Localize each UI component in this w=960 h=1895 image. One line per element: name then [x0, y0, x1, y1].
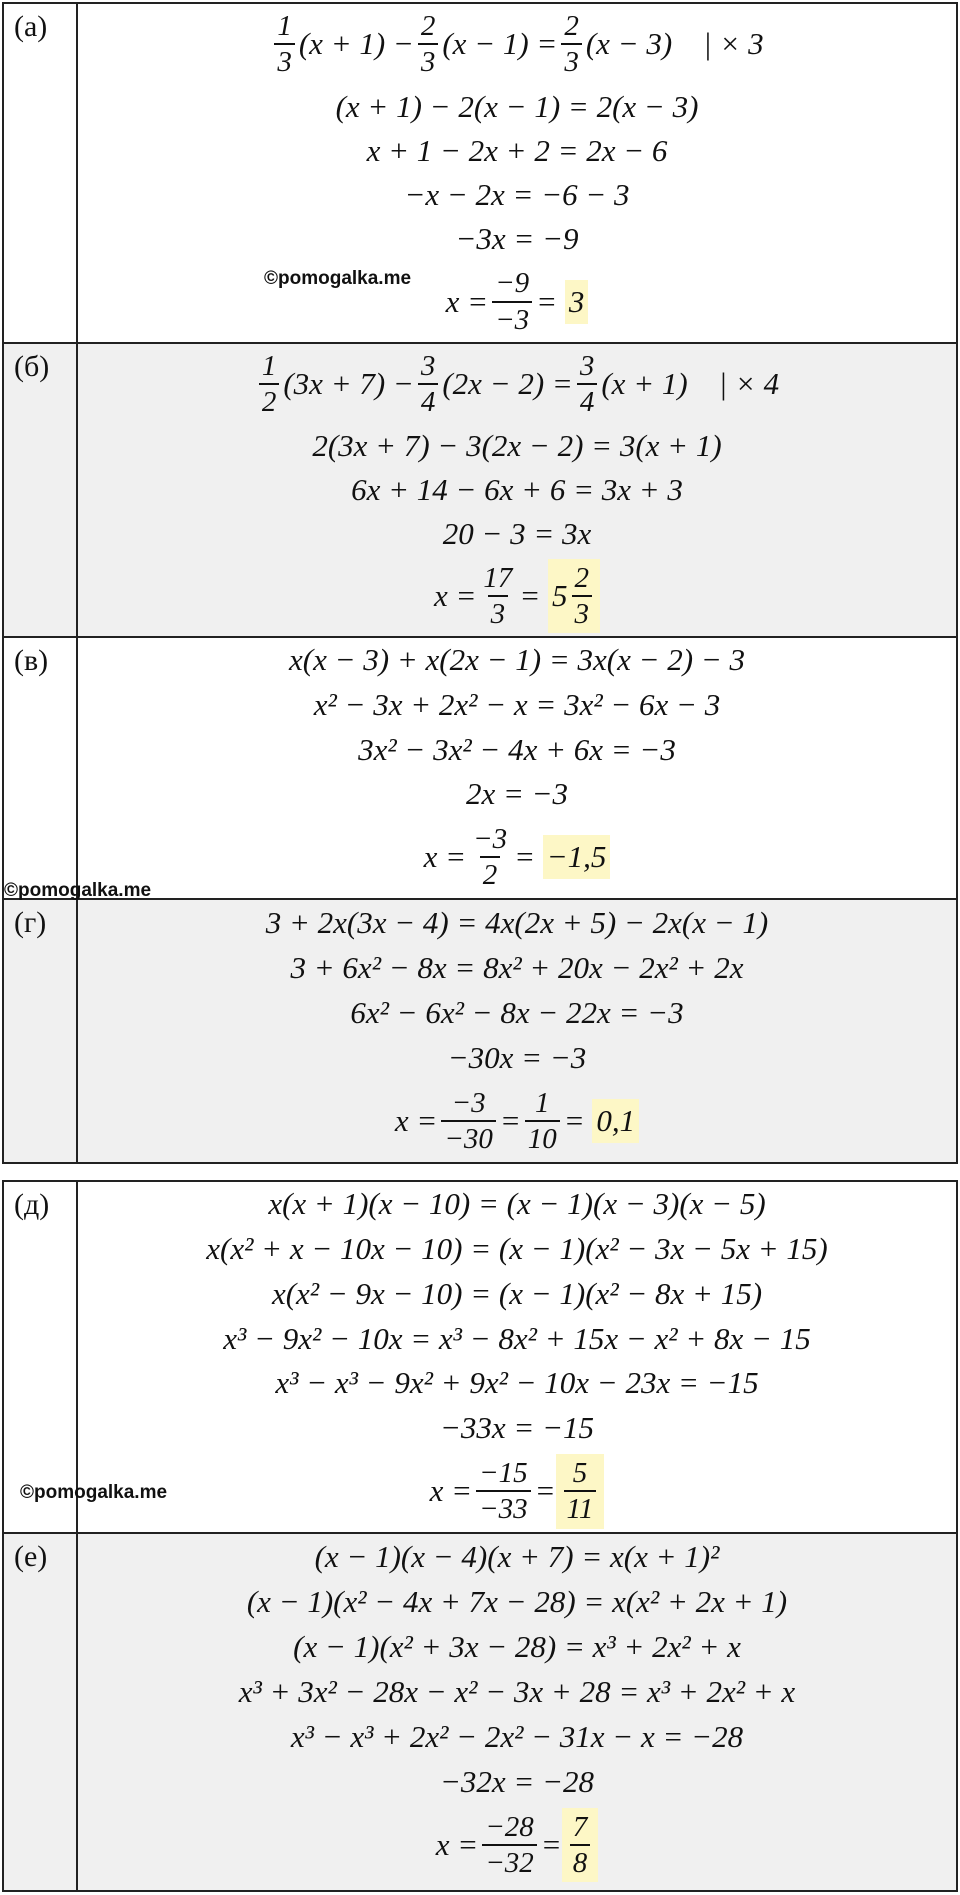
equation-line: [270, 4, 763, 85]
equation-text: =: [499, 1103, 521, 1138]
problem-label: (а): [4, 4, 78, 342]
equation-line: [312, 424, 721, 468]
equation-line: [291, 945, 744, 990]
fraction: [418, 351, 439, 418]
solution-steps: [78, 638, 956, 898]
equation-line: [351, 468, 683, 512]
equation-text: x(x − 3) + x(2x − 1) = 3x(x − 2) − 3: [288, 642, 745, 678]
fraction: [564, 1458, 597, 1525]
equation-text: (x − 1)(x² + 3x − 28) = x³ + 2x² + x: [293, 1628, 741, 1664]
fraction-numerator: 3: [579, 349, 595, 382]
fraction-denominator: 3: [488, 595, 509, 629]
equation-text: (x + 1) | × 4: [601, 366, 780, 402]
fraction-numerator: 1: [277, 9, 292, 42]
equation-line: [247, 1579, 787, 1624]
equation-line: [275, 1361, 758, 1406]
fraction-numerator: −28: [485, 1810, 534, 1843]
problem-label: (в): [4, 638, 78, 898]
fraction-numerator: 2: [420, 9, 436, 42]
equation-line: [315, 1534, 720, 1579]
fraction: [418, 11, 439, 78]
fraction-denominator: 3: [561, 43, 582, 77]
equation-text: x³ − 9x² − 10x = x³ − 8x² + 15x − x² + 8x − 15: [223, 1320, 811, 1356]
equation-line: [466, 772, 568, 817]
answer-highlight: 3: [565, 280, 589, 324]
fraction: [476, 1458, 531, 1525]
equation-line: [350, 990, 683, 1035]
fraction-denominator: −32: [482, 1844, 537, 1878]
equation-text: =: [519, 577, 549, 613]
fraction-denominator: 4: [418, 383, 439, 417]
equation-text: (3x + 7) −: [283, 366, 414, 402]
equation-line: [367, 129, 668, 173]
equation-text: x(x² − 9x − 10) = (x − 1)(x² − 8x + 15): [271, 1275, 763, 1311]
solutions-table-1: [2, 2, 958, 1164]
equation-line: [223, 1316, 810, 1361]
equation-text: −x − 2x = −6 − 3: [404, 177, 630, 213]
equation-line: [440, 1406, 594, 1451]
problem-label: (д): [4, 1182, 78, 1532]
fraction-denominator: 3: [572, 595, 593, 629]
equation-text: x(x² + x − 10x − 10) = (x − 1)(x² − 3x − 5x + 15): [206, 1231, 828, 1267]
equation-line: [293, 1624, 741, 1669]
fraction-numerator: 5: [572, 1456, 588, 1489]
solution-steps: [78, 1182, 956, 1532]
solution-steps: [78, 1534, 956, 1890]
equation-line: [455, 217, 578, 261]
equation-text: 2x = −3: [465, 776, 569, 812]
problem-row: [4, 900, 956, 1162]
equation-text: x + 1 − 2x + 2 = 2x − 6: [366, 132, 668, 168]
equation-text: =: [536, 283, 565, 319]
fraction: [274, 11, 295, 78]
answer-highlight: [556, 1454, 605, 1529]
equation-line: [272, 1272, 762, 1317]
equation-text: =: [514, 839, 543, 875]
equation-line: [255, 344, 779, 424]
fraction: [572, 563, 593, 630]
equation-line: [443, 512, 592, 556]
equation-line: [239, 1669, 795, 1714]
equation-line: [430, 1451, 605, 1533]
equation-text: x³ − x³ + 2x² − 2x² − 31x − x = −28: [290, 1718, 744, 1754]
fraction: [259, 351, 280, 418]
equation-text: −3x = −9: [455, 221, 579, 257]
fraction: [441, 1088, 496, 1155]
equation-text: 2(3x + 7) − 3(2x − 2) = 3(x + 1): [312, 428, 722, 464]
watermark-text: ©pomogalka.me: [4, 880, 152, 901]
fraction-denominator: 3: [274, 43, 295, 77]
equation-text: =: [540, 1827, 562, 1862]
fraction: [480, 563, 515, 630]
fraction-denominator: 8: [570, 1844, 591, 1878]
equation-line: [314, 683, 720, 728]
fraction: [525, 1088, 560, 1155]
fraction: [570, 1812, 591, 1879]
equation-text: 3 + 2x(3x − 4) = 4x(2x + 5) − 2x(x − 1): [265, 904, 769, 940]
equation-text: (x − 1)(x − 4)(x + 7) = x(x + 1)²: [314, 1538, 720, 1574]
equation-text: x =: [435, 1827, 479, 1862]
fraction-denominator: 2: [259, 383, 280, 417]
equation-text: 3x² − 3x² − 4x + 6x = −3: [358, 731, 676, 767]
watermark-text: ©pomogalka.me: [264, 268, 412, 289]
problem-row: [4, 4, 956, 344]
equation-text: x =: [423, 839, 466, 875]
fraction-numerator: 1: [535, 1086, 550, 1119]
equation-line: [404, 173, 629, 217]
fraction-numerator: 17: [483, 561, 513, 594]
fraction-denominator: 4: [577, 383, 598, 417]
answer-highlight: 0,1: [592, 1099, 639, 1143]
answer-highlight: [562, 1808, 599, 1883]
fraction-numerator: −3: [473, 822, 508, 855]
fraction-numerator: −3: [451, 1086, 486, 1119]
equation-line: [434, 556, 600, 636]
problem-row: [4, 344, 956, 638]
equation-text: x³ + 3x² − 28x − x² − 3x + 28 = x³ + 2x² + x: [238, 1673, 796, 1709]
fraction-denominator: 10: [525, 1120, 560, 1154]
equation-line: [395, 1080, 639, 1162]
fraction-numerator: −15: [479, 1456, 528, 1489]
fraction: [577, 351, 598, 418]
solution-steps: [78, 900, 956, 1162]
fraction: [492, 268, 532, 335]
fraction: [482, 1812, 537, 1879]
solutions-table-2: [2, 1180, 958, 1892]
equation-text: x =: [394, 1103, 438, 1138]
equation-text: x =: [433, 577, 477, 613]
equation-text: (x − 1) =: [442, 26, 558, 62]
fraction-numerator: −9: [495, 267, 530, 300]
fraction-numerator: 3: [420, 349, 436, 382]
equation-text: =: [563, 1103, 593, 1138]
equation-text: −33x = −15: [439, 1410, 595, 1446]
equation-text: 20 − 3 = 3x: [442, 515, 592, 551]
equation-text: −32x = −28: [439, 1763, 595, 1799]
equation-text: −30x = −3: [447, 1039, 587, 1075]
equation-line: [424, 817, 611, 898]
fraction-denominator: −30: [441, 1120, 496, 1154]
fraction-numerator: 1: [261, 349, 277, 382]
equation-line: [436, 1804, 598, 1886]
answer-whole-part: 5: [552, 577, 568, 613]
solution-steps: [78, 344, 956, 636]
equation-text: (x + 1) − 2(x − 1) = 2(x − 3): [335, 88, 699, 124]
fraction-numerator: 2: [574, 561, 590, 594]
watermark-text: ©pomogalka.me: [20, 1482, 168, 1503]
equation-line: [266, 900, 769, 945]
equation-text: (x + 1) −: [298, 26, 414, 62]
equation-text: x² − 3x + 2x² − x = 3x² − 6x − 3: [313, 686, 721, 722]
problem-label: (е): [4, 1534, 78, 1890]
problem-label: (б): [4, 344, 78, 636]
fraction-numerator: 2: [564, 9, 579, 42]
equation-text: x(x + 1)(x − 10) = (x − 1)(x − 3)(x − 5): [268, 1186, 766, 1222]
problem-row: [4, 1534, 956, 1890]
equation-line: [440, 1759, 594, 1804]
fraction-denominator: 11: [564, 1490, 597, 1524]
equation-text: x =: [429, 1473, 473, 1509]
equation-line: [268, 1182, 765, 1227]
equation-text: x =: [445, 283, 489, 319]
answer-highlight: [548, 559, 600, 634]
problem-row: [4, 638, 956, 900]
equation-line: [448, 1035, 587, 1080]
equation-text: (x − 3) | × 3: [585, 26, 764, 62]
fraction: [561, 11, 582, 78]
fraction-denominator: 2: [480, 856, 501, 890]
answer-highlight: −1,5: [543, 835, 611, 879]
equation-line: [206, 1227, 827, 1272]
fraction-denominator: −3: [492, 301, 532, 335]
equation-line: [446, 261, 589, 342]
fraction-numerator: 7: [572, 1810, 588, 1843]
equation-text: 6x² − 6x² − 8x − 22x = −3: [350, 994, 684, 1030]
equation-line: [291, 1714, 743, 1759]
equation-text: =: [534, 1473, 556, 1509]
fraction: [470, 824, 510, 891]
equation-line: [336, 85, 699, 129]
solution-steps: [78, 4, 956, 342]
equation-text: (x − 1)(x² − 4x + 7x − 28) = x(x² + 2x + 1): [246, 1583, 788, 1619]
equation-text: (2x − 2) =: [442, 366, 573, 402]
problem-label: (г): [4, 900, 78, 1162]
equation-text: 3 + 6x² − 8x = 8x² + 20x − 2x² + 2x: [290, 949, 744, 985]
fraction-denominator: 3: [418, 43, 439, 77]
equation-line: [289, 638, 745, 683]
fraction-denominator: −33: [476, 1490, 531, 1524]
equation-line: [358, 727, 676, 772]
equation-text: x³ − x³ − 9x² + 9x² − 10x − 23x = −15: [275, 1365, 759, 1401]
equation-text: 6x + 14 − 6x + 6 = 3x + 3: [351, 472, 683, 507]
